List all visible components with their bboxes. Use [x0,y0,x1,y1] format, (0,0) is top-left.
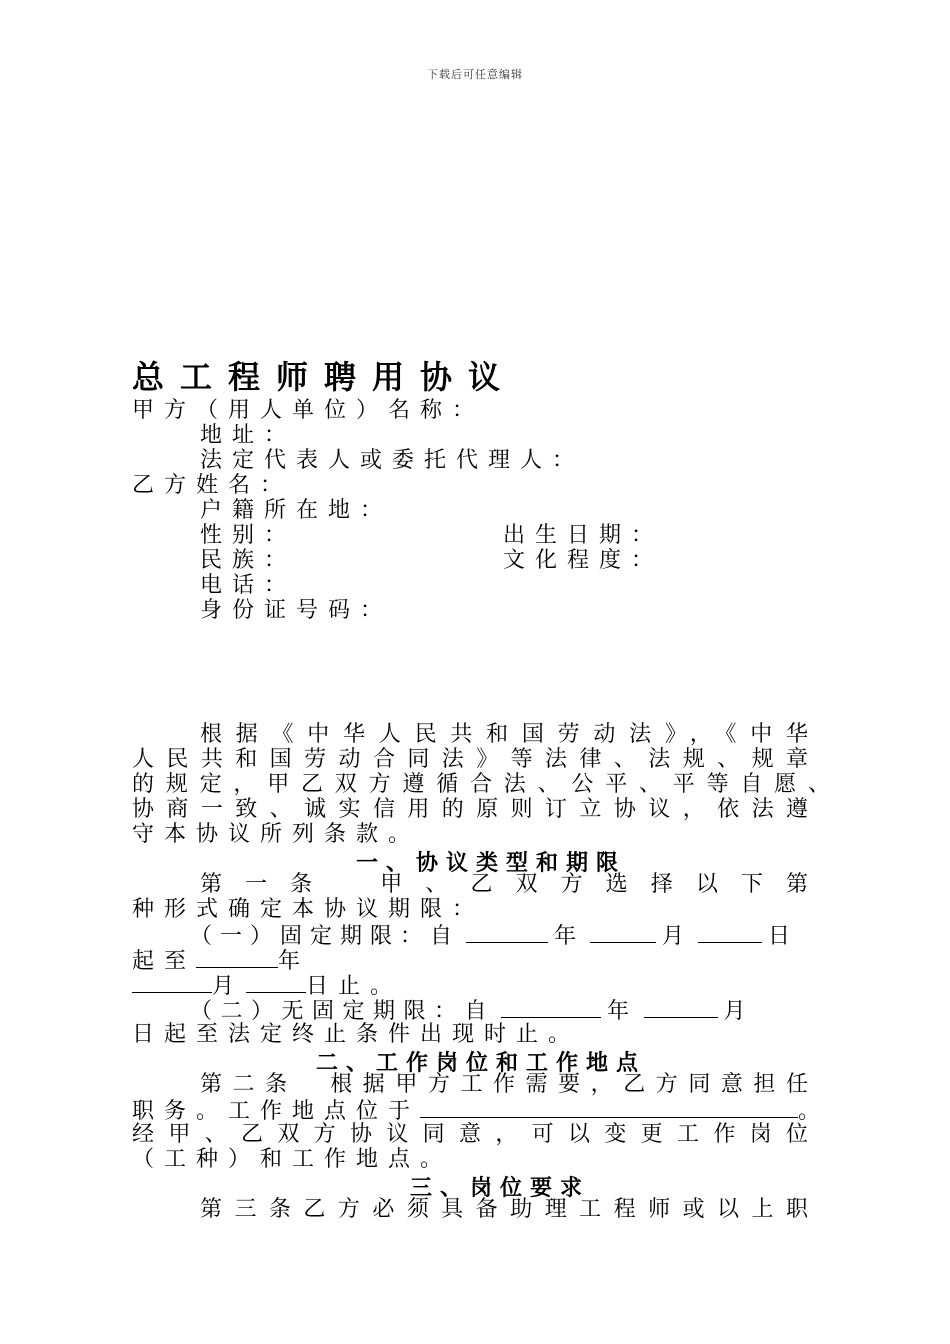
fixed-term-label: （一）固定期限：自 [190,924,461,949]
preamble-line: 守本协议所列条款。 [132,822,421,847]
preamble-line: 的规定，甲乙双方遵循合法、公平、平等自愿、 [132,772,830,797]
work-location-label: 职务。工作地点位于 [132,1099,421,1124]
month-label: 月 [662,924,693,949]
fixed-term-line3 [132,972,402,999]
blank-field[interactable] [590,922,656,943]
month-label: 月 [723,999,755,1024]
year-label: 年 [607,999,638,1024]
article2-line4: （工种）和工作地点。 [132,1147,453,1172]
fixed-term-line [190,922,798,949]
section2-heading: 二、工作岗位和工作地点 [316,1051,647,1076]
document-title: 总工程师聘用协议 [132,358,517,396]
section3-heading: 三、岗位要求 [410,1176,591,1201]
article2-line2 [132,1097,830,1124]
period: 。 [798,1099,831,1124]
party-b-name-label: 乙方姓名： [132,473,293,498]
party-a-rep-label: 法定代表人或委托代理人： [200,448,585,473]
party-a-name-label: 甲方（用人单位）名称： [132,398,485,423]
article1-line2: 种形式确定本协议期限： [132,897,485,922]
party-b-gender-label: 性别： [200,523,297,548]
preamble-line: 协商一致、诚实信用的原则订立协议，依法遵 [132,797,808,822]
article2-line1: 第二条 根据甲方工作需要，乙方同意担任 [200,1072,808,1097]
party-b-phone-label: 电话： [200,573,297,598]
blank-field[interactable] [246,972,306,993]
blank-field[interactable] [132,972,212,993]
end-label: 日止。 [306,974,403,999]
preamble-line: 人民共和国劳动合同法》等法律、法规、规章 [132,747,808,772]
fixed-term-line2 [132,947,310,974]
article1-line1: 第一条 甲、乙双方选择以下第 [200,872,808,897]
open-term-label: （二）无固定期限：自 [190,999,496,1024]
day-label: 日 [768,924,799,949]
blank-field[interactable] [698,922,762,943]
party-b-education-label: 文化程度： [503,548,664,573]
year-label: 年 [278,949,311,974]
preamble-line: 根据《中华人民共和国劳动法》，《中华 [200,722,808,747]
article3-line1: 第三条乙方必须具备助理工程师或以上职 [200,1197,808,1222]
month-label: 月 [212,974,245,999]
blank-field[interactable] [501,997,601,1018]
party-b-ethnicity-label: 民族： [200,548,297,573]
open-term-line2: 日起至法定终止条件出现时止。 [132,1022,581,1047]
year-label: 年 [554,924,585,949]
party-b-id-label: 身份证号码： [200,598,393,623]
blank-field[interactable] [466,922,548,943]
party-b-birth-label: 出生日期： [503,523,664,548]
blank-field[interactable] [196,947,278,968]
blank-field[interactable] [644,997,718,1018]
party-b-household-label: 户籍所在地： [200,498,393,523]
section1-heading: 一、协议类型和期限 [356,851,627,876]
open-term-line [190,997,754,1024]
blank-field[interactable] [420,1097,798,1118]
header-note: 下载后可任意编辑 [427,68,523,81]
party-a-address-label: 地址： [200,423,297,448]
until-label: 起至 [132,949,197,974]
article2-line3: 经甲、乙双方协议同意，可以变更工作岗位 [132,1122,808,1147]
